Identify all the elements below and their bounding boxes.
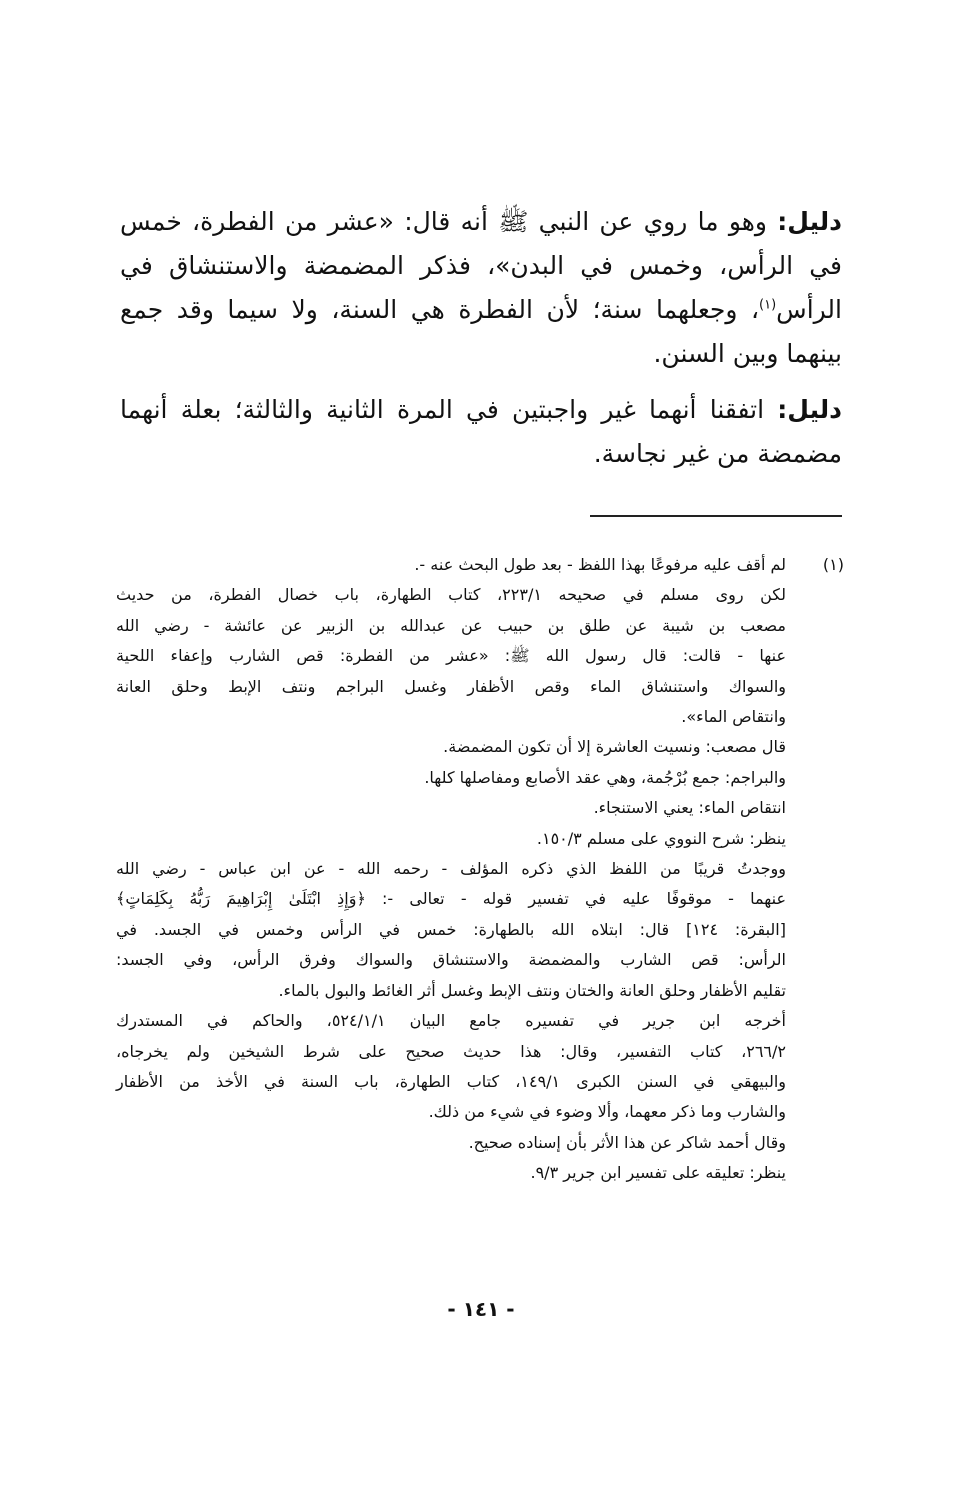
footnote-body xyxy=(116,550,786,1189)
footnote-line: وانتقاص الماء». xyxy=(681,707,786,727)
footnote-line: انتقاص الماء: يعني الاستنجاء. xyxy=(593,798,786,818)
footnote-line: تقليم الأظفار وحلق العانة والختان ونتف الإبط وغسل أثر الغائط والبول بالماء. xyxy=(278,980,786,1000)
paragraph-1 xyxy=(120,200,842,376)
footnote-separator xyxy=(590,515,842,517)
footnote-number: (١) xyxy=(822,555,844,574)
footnote-line: مصعب بن شيبة عن طلق بن حبيب عن عبدالله بن الزبير عن عائشة - رضي الله xyxy=(116,615,786,635)
footnote-line: عنها - قالت: قال رسول الله ﷺ: «عشر من الفطرة: قص الشارب وإعفاء اللحية xyxy=(116,646,786,666)
footnote-line: أخرجه ابن جرير في تفسيره جامع البيان ٥٢٤/١/١، والحاكم في المستدرك xyxy=(116,1011,787,1031)
footnote-line: ينظر: شرح النووي على مسلم ١٥٠/٣. xyxy=(536,828,786,848)
footnote-line: وقال أحمد شاكر عن هذا الأثر بأن إسناده صحيح. xyxy=(468,1132,786,1152)
paragraph-1-continuation: ، وجعلهما سنة؛ لأن الفطرة هي السنة، ولا سيما وقد جمع بينهما وبين السنن. xyxy=(120,295,842,368)
footnote-line: عنهما - موقوفًا عليه في تفسير قوله - تعالى -: ﴿وَإِذِ ابْتَلَىٰ إِبْرَاهِيمَ رَبُّهُ بِكَلِمَاتٍ﴾ xyxy=(116,889,786,909)
footnote-line: قال مصعب: ونسيت العاشرة إلا أن تكون المضمضة. xyxy=(443,737,786,757)
paragraph-2 xyxy=(120,388,842,476)
footnote-reference[interactable]: (١) xyxy=(759,297,777,313)
footnote-line: والبراجم: جمع بُرْجُمة، وهي عقد الأصابع ومفاصلها كلها. xyxy=(424,767,786,787)
footnote-line: ووجدتُ قريبًا من اللفظ الذي ذكره المؤلف - رحمه الله - عن ابن عباس - رضي الله xyxy=(116,859,786,879)
footnote-line: والبيهقي في السنن الكبرى ١٤٩/١، كتاب الطهارة، باب السنة في الأخذ من الأظفار xyxy=(116,1071,787,1091)
footnote-line: والسواك واستنشاق الماء وقص الأظفار وغسل البراجم ونتف الإبط وحلق العانة xyxy=(116,676,786,696)
footnote-line: [البقرة: ١٢٤] قال: ابتلاه الله بالطهارة: خمس في الرأس وخمس في الجسد. في xyxy=(116,919,786,939)
page-number: - ١٤١ - xyxy=(447,1297,515,1321)
footnote xyxy=(116,550,844,1189)
footnote-line: لكن روى مسلم في صحيحه ٢٢٣/١، كتاب الطهارة، باب خصال الفطرة، من حديث xyxy=(116,585,786,605)
footnote-line: لم أقف عليه مرفوعًا بهذا اللفظ - بعد طول البحث عنه -. xyxy=(414,555,786,574)
footnote-line: الرأس: قص الشارب والمضمضة والاستنشاق والسواك وفرق الرأس، وفي الجسد: xyxy=(116,950,786,970)
paragraph-2-text: اتفقنا أنهما غير واجبتين في المرة الثانية والثالثة؛ بعلة أنهما مضمضة من غير نجاسة. xyxy=(120,395,842,468)
footnote-line: والشارب وما ذكر معهما، وألا وضوء في شيء من ذلك. xyxy=(428,1102,786,1122)
paragraph-1-text: وهو ما روي عن النبي ﷺ أنه قال: «عشر من الفطرة، خمس في الرأس، وخمس في البدن»، فذكر المضمضة والاستنشاق في الرأس xyxy=(120,207,842,324)
paragraph-2-lead: دليل: xyxy=(777,395,842,424)
footnote-line: ينظر: تعليقه على تفسير ابن جرير ٩/٣. xyxy=(530,1163,786,1183)
main-text xyxy=(120,200,842,488)
paragraph-1-lead: دليل: xyxy=(777,207,842,236)
footnote-line: ٢٦٦/٢، كتاب التفسير، وقال: هذا حديث صحيح على شرط الشيخين ولم يخرجاه، xyxy=(116,1041,786,1061)
